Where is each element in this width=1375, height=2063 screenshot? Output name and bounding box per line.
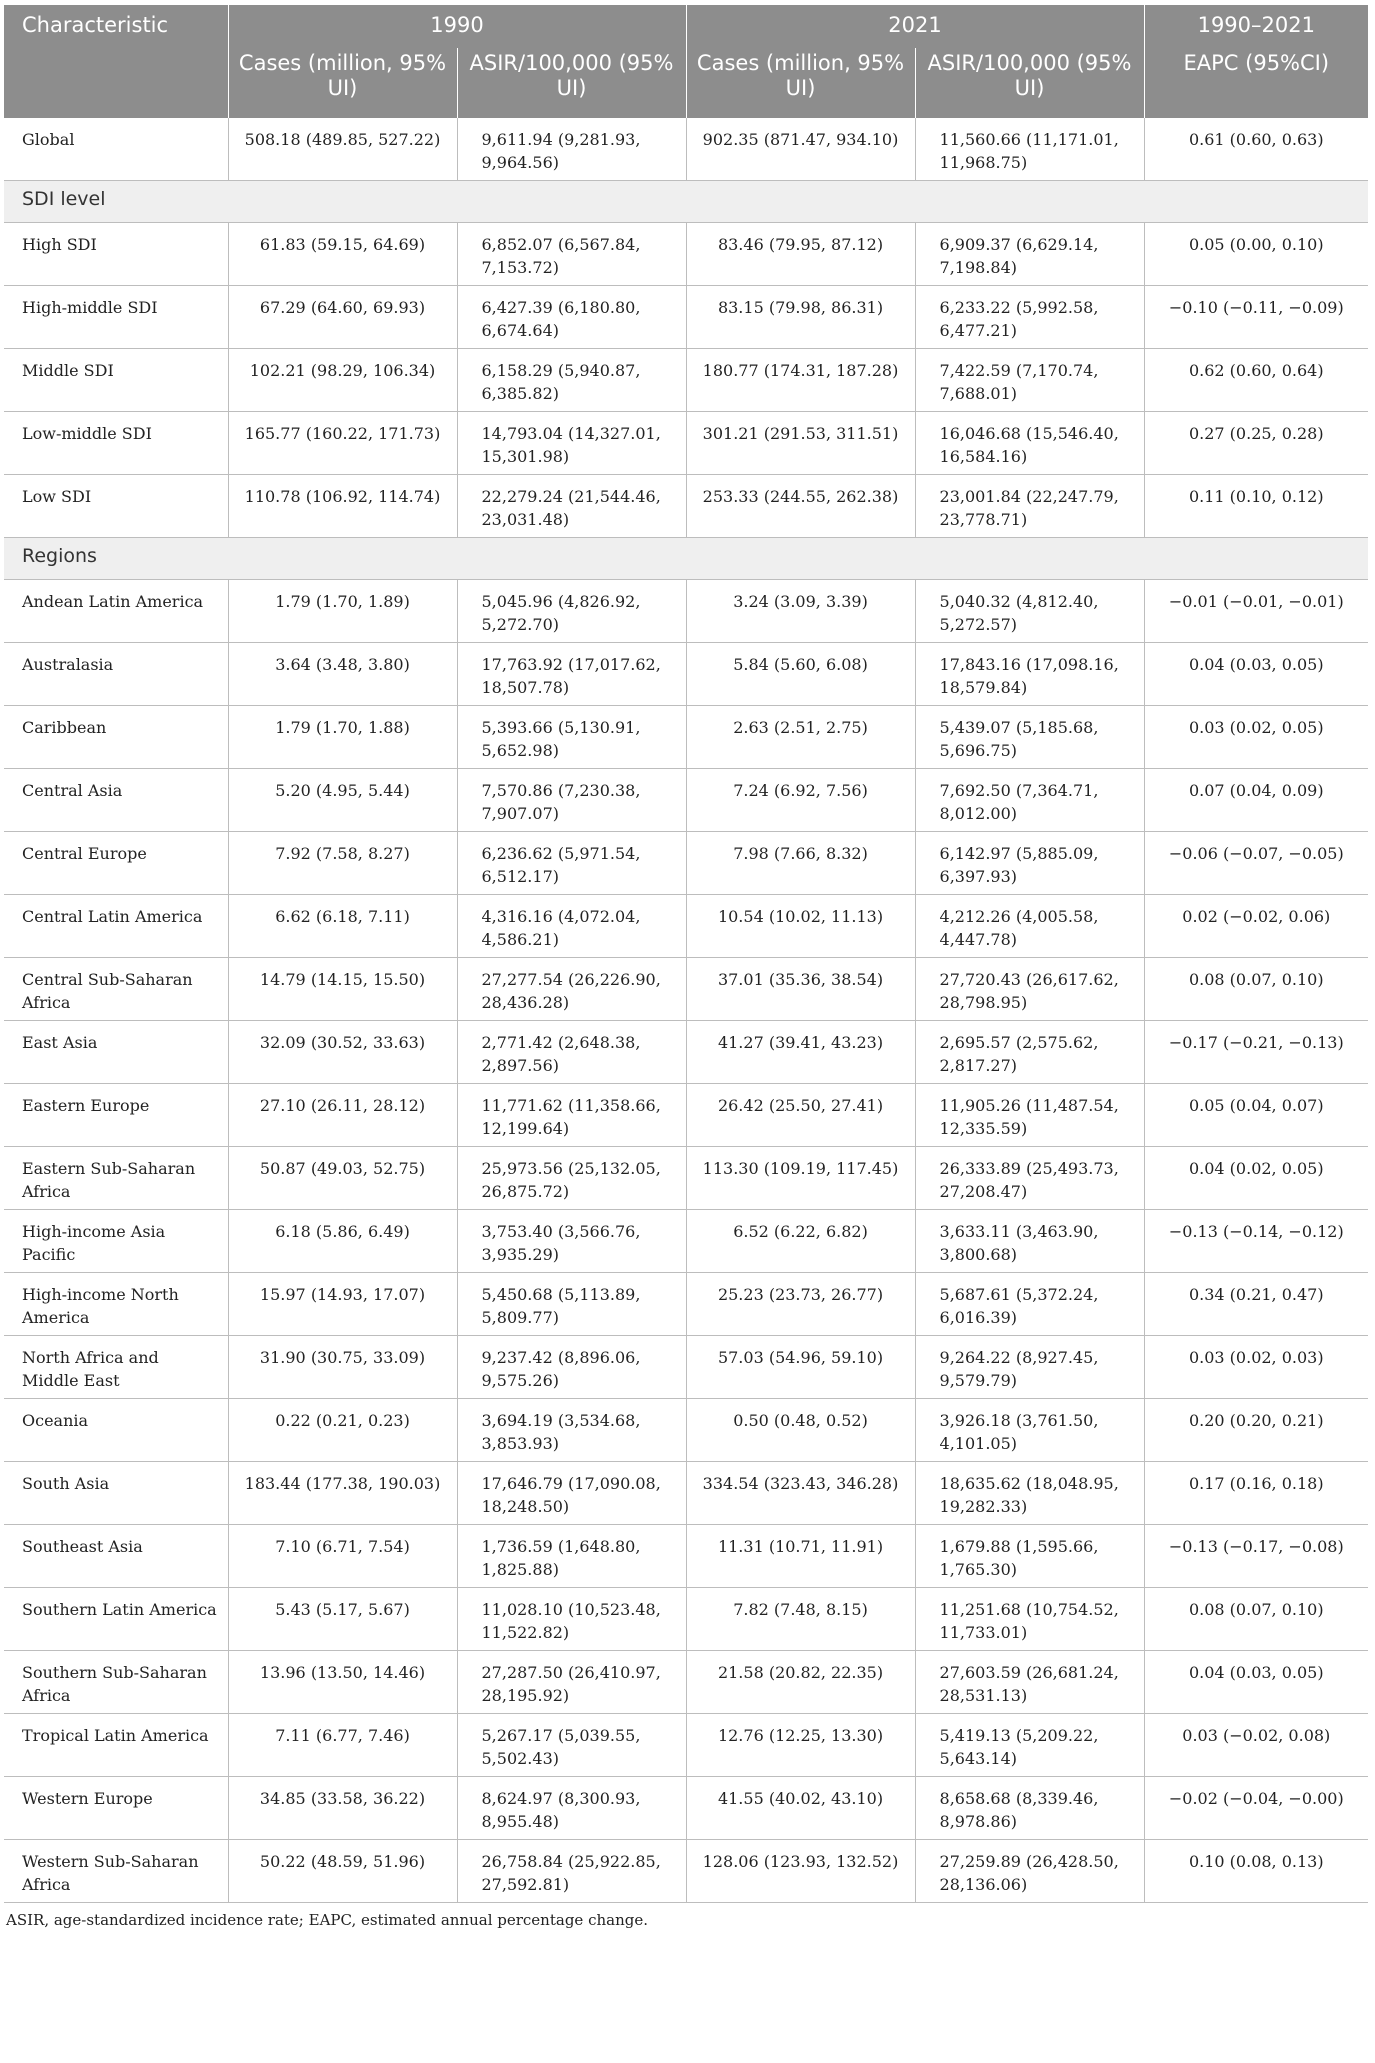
cell-cases-1990: 14.79 (14.15, 15.50) [228,958,457,1021]
cell-cases-1990: 1.79 (1.70, 1.88) [228,706,457,769]
cell-eapc: 0.04 (0.02, 0.05) [1144,1147,1368,1210]
cell-cases-2021: 7.82 (7.48, 8.15) [686,1588,915,1651]
cell-eapc: 0.04 (0.03, 0.05) [1144,1651,1368,1714]
row-name: Western Europe [4,1777,228,1840]
cell-asir-1990: 5,045.96 (4,826.92, 5,272.70) [457,580,686,643]
table-row [4,895,1368,958]
row-name: Western Sub-Saharan Africa [4,1840,228,1903]
table-row [4,832,1368,895]
cell-eapc: 0.05 (0.04, 0.07) [1144,1084,1368,1147]
cell-asir-2021: 8,658.68 (8,339.46, 8,978.86) [915,1777,1144,1840]
cell-asir-2021: 7,422.59 (7,170.74, 7,688.01) [915,349,1144,412]
cell-asir-1990: 6,158.29 (5,940.87, 6,385.82) [457,349,686,412]
row-name: Eastern Sub-Saharan Africa [4,1147,228,1210]
section-header-sdi [4,181,1368,223]
row-name: Central Sub-Saharan Africa [4,958,228,1021]
cell-asir-2021: 11,560.66 (11,171.01, 11,968.75) [915,118,1144,181]
section-header-regions [4,538,1368,580]
cell-asir-1990: 27,277.54 (26,226.90, 28,436.28) [457,958,686,1021]
cell-asir-2021: 11,251.68 (10,754.52, 11,733.01) [915,1588,1144,1651]
cell-eapc: 0.05 (0.00, 0.10) [1144,223,1368,286]
row-name: Andean Latin America [4,580,228,643]
cell-eapc: 0.17 (0.16, 0.18) [1144,1462,1368,1525]
cell-asir-2021: 4,212.26 (4,005.58, 4,447.78) [915,895,1144,958]
row-name: High-income Asia Pacific [4,1210,228,1273]
row-name: Southern Sub-Saharan Africa [4,1651,228,1714]
table-row [4,1399,1368,1462]
row-name: Low-middle SDI [4,412,228,475]
cell-cases-2021: 2.63 (2.51, 2.75) [686,706,915,769]
cell-asir-1990: 4,316.16 (4,072.04, 4,586.21) [457,895,686,958]
cell-asir-2021: 17,843.16 (17,098.16, 18,579.84) [915,643,1144,706]
cell-cases-1990: 67.29 (64.60, 69.93) [228,286,457,349]
cell-cases-1990: 508.18 (489.85, 527.22) [228,118,457,181]
cell-cases-2021: 12.76 (12.25, 13.30) [686,1714,915,1777]
cell-cases-2021: 334.54 (323.43, 346.28) [686,1462,915,1525]
cell-cases-2021: 37.01 (35.36, 38.54) [686,958,915,1021]
cell-cases-2021: 902.35 (871.47, 934.10) [686,118,915,181]
table-row [4,1210,1368,1273]
cell-cases-2021: 128.06 (123.93, 132.52) [686,1840,915,1903]
cell-asir-1990: 6,852.07 (6,567.84, 7,153.72) [457,223,686,286]
cell-asir-2021: 1,679.88 (1,595.66, 1,765.30) [915,1525,1144,1588]
cell-cases-1990: 34.85 (33.58, 36.22) [228,1777,457,1840]
cell-cases-2021: 113.30 (109.19, 117.45) [686,1147,915,1210]
cell-cases-1990: 7.92 (7.58, 8.27) [228,832,457,895]
cell-asir-1990: 5,267.17 (5,039.55, 5,502.43) [457,1714,686,1777]
header-blank [4,48,228,118]
cell-cases-2021: 21.58 (20.82, 22.35) [686,1651,915,1714]
row-name: South Asia [4,1462,228,1525]
table-row [4,1651,1368,1714]
cell-asir-1990: 5,450.68 (5,113.89, 5,809.77) [457,1273,686,1336]
cell-eapc: 0.08 (0.07, 0.10) [1144,958,1368,1021]
table-row [4,643,1368,706]
table-row [4,1714,1368,1777]
row-name: Low SDI [4,475,228,538]
cell-cases-2021: 301.21 (291.53, 311.51) [686,412,915,475]
cell-cases-1990: 50.87 (49.03, 52.75) [228,1147,457,1210]
table-row [4,769,1368,832]
cell-cases-2021: 10.54 (10.02, 11.13) [686,895,915,958]
cell-asir-2021: 9,264.22 (8,927.45, 9,579.79) [915,1336,1144,1399]
cell-cases-2021: 6.52 (6.22, 6.82) [686,1210,915,1273]
cell-cases-2021: 83.15 (79.98, 86.31) [686,286,915,349]
cell-asir-2021: 6,142.97 (5,885.09, 6,397.93) [915,832,1144,895]
cell-cases-2021: 41.27 (39.41, 43.23) [686,1021,915,1084]
header-range: 1990–2021 [1144,5,1368,48]
cell-asir-1990: 3,753.40 (3,566.76, 3,935.29) [457,1210,686,1273]
cell-eapc: 0.04 (0.03, 0.05) [1144,643,1368,706]
table-row [4,958,1368,1021]
cell-cases-2021: 25.23 (23.73, 26.77) [686,1273,915,1336]
row-name: Central Latin America [4,895,228,958]
cell-asir-1990: 5,393.66 (5,130.91, 5,652.98) [457,706,686,769]
cell-asir-2021: 5,439.07 (5,185.68, 5,696.75) [915,706,1144,769]
data-table [4,5,1368,1903]
cell-eapc: −0.13 (−0.17, −0.08) [1144,1525,1368,1588]
cell-asir-2021: 5,040.32 (4,812.40, 5,272.57) [915,580,1144,643]
cell-asir-1990: 14,793.04 (14,327.01, 15,301.98) [457,412,686,475]
table-footnote: ASIR, age-standardized incidence rate; EAPC, estimated annual percentage change. [6,1911,648,1929]
row-name: High-income North America [4,1273,228,1336]
row-name: Central Asia [4,769,228,832]
table-container [4,5,1368,1929]
cell-cases-2021: 26.42 (25.50, 27.41) [686,1084,915,1147]
header-year-1990: 1990 [228,5,686,48]
table-row [4,223,1368,286]
cell-eapc: 0.34 (0.21, 0.47) [1144,1273,1368,1336]
cell-cases-1990: 50.22 (48.59, 51.96) [228,1840,457,1903]
cell-asir-1990: 27,287.50 (26,410.97, 28,195.92) [457,1651,686,1714]
table-row [4,349,1368,412]
cell-cases-2021: 7.24 (6.92, 7.56) [686,769,915,832]
cell-eapc: 0.03 (0.02, 0.03) [1144,1336,1368,1399]
cell-cases-1990: 7.10 (6.71, 7.54) [228,1525,457,1588]
cell-asir-1990: 26,758.84 (25,922.85, 27,592.81) [457,1840,686,1903]
cell-cases-1990: 165.77 (160.22, 171.73) [228,412,457,475]
cell-asir-2021: 18,635.62 (18,048.95, 19,282.33) [915,1462,1144,1525]
cell-asir-1990: 17,763.92 (17,017.62, 18,507.78) [457,643,686,706]
cell-cases-2021: 5.84 (5.60, 6.08) [686,643,915,706]
cell-cases-1990: 6.62 (6.18, 7.11) [228,895,457,958]
cell-cases-1990: 183.44 (177.38, 190.03) [228,1462,457,1525]
cell-eapc: 0.11 (0.10, 0.12) [1144,475,1368,538]
cell-cases-2021: 3.24 (3.09, 3.39) [686,580,915,643]
cell-asir-1990: 6,427.39 (6,180.80, 6,674.64) [457,286,686,349]
table-row [4,1021,1368,1084]
row-name: Australasia [4,643,228,706]
cell-cases-1990: 31.90 (30.75, 33.09) [228,1336,457,1399]
cell-asir-1990: 2,771.42 (2,648.38, 2,897.56) [457,1021,686,1084]
cell-asir-1990: 8,624.97 (8,300.93, 8,955.48) [457,1777,686,1840]
table-row [4,580,1368,643]
row-name: North Africa and Middle East [4,1336,228,1399]
cell-cases-1990: 110.78 (106.92, 114.74) [228,475,457,538]
cell-cases-1990: 1.79 (1.70, 1.89) [228,580,457,643]
cell-asir-1990: 11,771.62 (11,358.66, 12,199.64) [457,1084,686,1147]
table-row [4,706,1368,769]
table-row [4,1525,1368,1588]
row-name: Eastern Europe [4,1084,228,1147]
cell-cases-2021: 180.77 (174.31, 187.28) [686,349,915,412]
cell-asir-1990: 22,279.24 (21,544.46, 23,031.48) [457,475,686,538]
cell-asir-2021: 23,001.84 (22,247.79, 23,778.71) [915,475,1144,538]
cell-eapc: 0.08 (0.07, 0.10) [1144,1588,1368,1651]
table-row [4,1462,1368,1525]
cell-eapc: −0.13 (−0.14, −0.12) [1144,1210,1368,1273]
cell-asir-2021: 7,692.50 (7,364.71, 8,012.00) [915,769,1144,832]
cell-asir-2021: 6,909.37 (6,629.14, 7,198.84) [915,223,1144,286]
cell-asir-2021: 3,633.11 (3,463.90, 3,800.68) [915,1210,1144,1273]
row-name: Middle SDI [4,349,228,412]
cell-cases-1990: 6.18 (5.86, 6.49) [228,1210,457,1273]
cell-cases-2021: 11.31 (10.71, 11.91) [686,1525,915,1588]
cell-eapc: 0.62 (0.60, 0.64) [1144,349,1368,412]
row-name: Oceania [4,1399,228,1462]
cell-asir-1990: 11,028.10 (10,523.48, 11,522.82) [457,1588,686,1651]
cell-eapc: 0.07 (0.04, 0.09) [1144,769,1368,832]
cell-cases-2021: 83.46 (79.95, 87.12) [686,223,915,286]
row-name: Southeast Asia [4,1525,228,1588]
cell-asir-1990: 17,646.79 (17,090.08, 18,248.50) [457,1462,686,1525]
cell-eapc: −0.02 (−0.04, −0.00) [1144,1777,1368,1840]
table-row [4,1273,1368,1336]
table-row [4,1336,1368,1399]
row-name: High-middle SDI [4,286,228,349]
header-year-2021: 2021 [686,5,1144,48]
cell-eapc: −0.01 (−0.01, −0.01) [1144,580,1368,643]
cell-eapc: −0.10 (−0.11, −0.09) [1144,286,1368,349]
cell-eapc: −0.06 (−0.07, −0.05) [1144,832,1368,895]
table-row [4,1840,1368,1903]
cell-cases-1990: 3.64 (3.48, 3.80) [228,643,457,706]
table-row [4,286,1368,349]
cell-asir-2021: 2,695.57 (2,575.62, 2,817.27) [915,1021,1144,1084]
cell-cases-1990: 32.09 (30.52, 33.63) [228,1021,457,1084]
cell-cases-1990: 0.22 (0.21, 0.23) [228,1399,457,1462]
table-row [4,475,1368,538]
cell-eapc: 0.27 (0.25, 0.28) [1144,412,1368,475]
cell-eapc: −0.17 (−0.21, −0.13) [1144,1021,1368,1084]
cell-cases-2021: 57.03 (54.96, 59.10) [686,1336,915,1399]
cell-asir-1990: 7,570.86 (7,230.38, 7,907.07) [457,769,686,832]
row-name: Southern Latin America [4,1588,228,1651]
cell-eapc: 0.02 (−0.02, 0.06) [1144,895,1368,958]
table-row [4,118,1368,181]
header-characteristic: Characteristic [4,5,228,48]
cell-asir-2021: 26,333.89 (25,493.73, 27,208.47) [915,1147,1144,1210]
cell-cases-1990: 7.11 (6.77, 7.46) [228,1714,457,1777]
cell-asir-2021: 11,905.26 (11,487.54, 12,335.59) [915,1084,1144,1147]
cell-eapc: 0.10 (0.08, 0.13) [1144,1840,1368,1903]
cell-cases-1990: 5.20 (4.95, 5.44) [228,769,457,832]
header-asir-1990: ASIR/100,000 (95% UI) [457,48,686,118]
cell-cases-2021: 253.33 (244.55, 262.38) [686,475,915,538]
row-name: Central Europe [4,832,228,895]
header-asir-2021: ASIR/100,000 (95% UI) [915,48,1144,118]
table-row [4,1084,1368,1147]
cell-cases-1990: 102.21 (98.29, 106.34) [228,349,457,412]
row-name: Caribbean [4,706,228,769]
cell-asir-1990: 25,973.56 (25,132.05, 26,875.72) [457,1147,686,1210]
row-name: Tropical Latin America [4,1714,228,1777]
row-name: High SDI [4,223,228,286]
cell-cases-1990: 27.10 (26.11, 28.12) [228,1084,457,1147]
cell-asir-2021: 27,720.43 (26,617.62, 28,798.95) [915,958,1144,1021]
cell-asir-2021: 27,259.89 (26,428.50, 28,136.06) [915,1840,1144,1903]
header-eapc: EAPC (95%CI) [1144,48,1368,118]
table-body [4,118,1368,1903]
section-title: SDI level [4,181,1368,223]
cell-asir-2021: 6,233.22 (5,992.58, 6,477.21) [915,286,1144,349]
cell-asir-2021: 27,603.59 (26,681.24, 28,531.13) [915,1651,1144,1714]
cell-asir-1990: 9,611.94 (9,281.93, 9,964.56) [457,118,686,181]
cell-asir-1990: 9,237.42 (8,896.06, 9,575.26) [457,1336,686,1399]
cell-asir-1990: 6,236.62 (5,971.54, 6,512.17) [457,832,686,895]
table-row [4,412,1368,475]
cell-eapc: 0.20 (0.20, 0.21) [1144,1399,1368,1462]
section-title: Regions [4,538,1368,580]
table-row [4,1777,1368,1840]
header-cases-1990: Cases (million, 95% UI) [228,48,457,118]
cell-asir-1990: 3,694.19 (3,534.68, 3,853.93) [457,1399,686,1462]
cell-cases-2021: 0.50 (0.48, 0.52) [686,1399,915,1462]
cell-asir-2021: 5,687.61 (5,372.24, 6,016.39) [915,1273,1144,1336]
cell-asir-1990: 1,736.59 (1,648.80, 1,825.88) [457,1525,686,1588]
cell-asir-2021: 5,419.13 (5,209.22, 5,643.14) [915,1714,1144,1777]
table-row [4,1588,1368,1651]
header-cases-2021: Cases (million, 95% UI) [686,48,915,118]
cell-cases-2021: 7.98 (7.66, 8.32) [686,832,915,895]
cell-eapc: 0.61 (0.60, 0.63) [1144,118,1368,181]
row-name: Global [4,118,228,181]
cell-eapc: 0.03 (−0.02, 0.08) [1144,1714,1368,1777]
cell-eapc: 0.03 (0.02, 0.05) [1144,706,1368,769]
table-header [4,5,1368,118]
cell-asir-2021: 3,926.18 (3,761.50, 4,101.05) [915,1399,1144,1462]
cell-cases-1990: 61.83 (59.15, 64.69) [228,223,457,286]
cell-cases-1990: 5.43 (5.17, 5.67) [228,1588,457,1651]
table-row [4,1147,1368,1210]
cell-asir-2021: 16,046.68 (15,546.40, 16,584.16) [915,412,1144,475]
cell-cases-1990: 15.97 (14.93, 17.07) [228,1273,457,1336]
row-name: East Asia [4,1021,228,1084]
cell-cases-1990: 13.96 (13.50, 14.46) [228,1651,457,1714]
cell-cases-2021: 41.55 (40.02, 43.10) [686,1777,915,1840]
